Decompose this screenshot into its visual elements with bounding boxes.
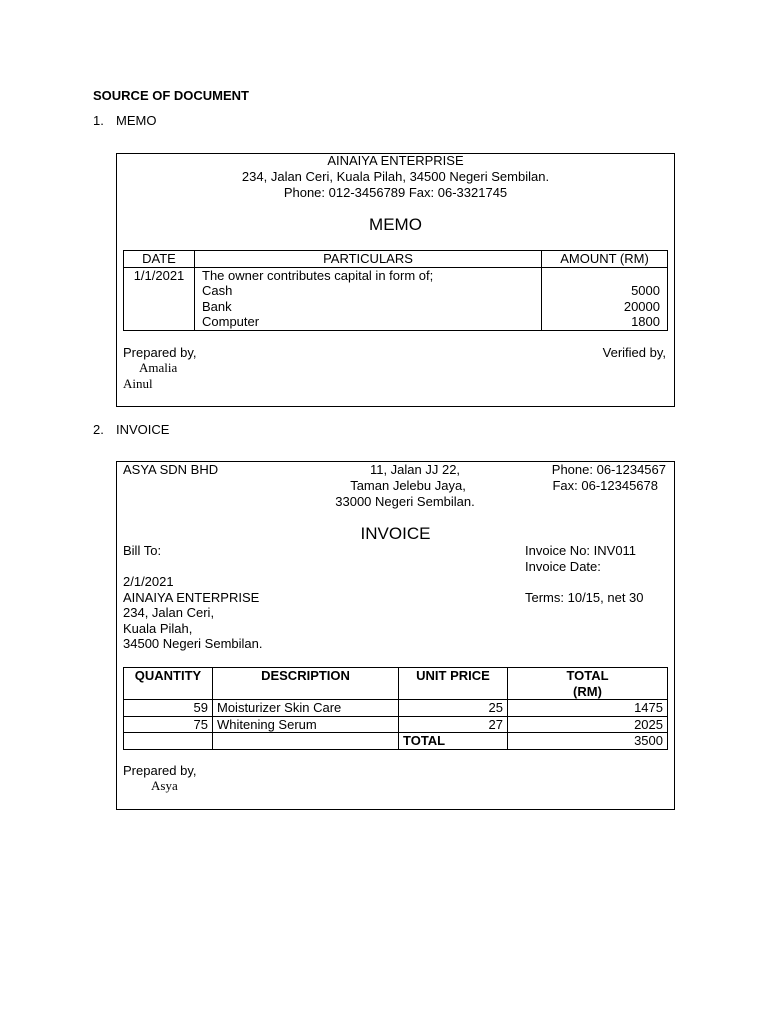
memo-address: 234, Jalan Ceri, Kuala Pilah, 34500 Negeri Sembilan. <box>241 169 550 184</box>
invoice-total-value: 3500 <box>508 733 668 750</box>
invoice-row-description: Moisturizer Skin Care <box>213 700 399 717</box>
memo-particular: Bank <box>195 299 542 315</box>
invoice-fax: Fax: 06-12345678 <box>552 478 658 493</box>
section-label-memo: MEMO <box>116 113 157 128</box>
invoice-prepared-by: Prepared by, <box>123 763 197 778</box>
memo-signature-amalia: Amalia <box>139 360 178 375</box>
memo-amount: 20000 <box>542 299 668 315</box>
invoice-phone: Phone: 06-1234567 <box>551 462 666 477</box>
invoice-address-1: 11, Jalan JJ 22, <box>369 462 461 477</box>
memo-date: 1/1/2021 <box>124 267 195 283</box>
invoice-date-label: Invoice Date: <box>525 559 601 574</box>
invoice-header-total-line-2: (RM) <box>573 683 602 699</box>
section-number-memo: 1. <box>93 113 104 128</box>
invoice-header-total <box>508 668 668 700</box>
invoice-header-description: DESCRIPTION <box>213 668 399 700</box>
invoice-table <box>123 667 668 750</box>
memo-particular: Cash <box>195 283 542 299</box>
invoice-row-total: 1475 <box>508 700 668 717</box>
invoice-address-3: 33000 Negeri Sembilan. <box>335 494 475 509</box>
invoice-row-description: Whitening Serum <box>213 716 399 733</box>
memo-table <box>123 250 668 331</box>
invoice-row-total: 2025 <box>508 716 668 733</box>
invoice-customer-addr-1: 234, Jalan Ceri, <box>123 605 215 620</box>
table-row <box>124 700 668 717</box>
invoice-address-2: Taman Jelebu Jaya, <box>350 478 466 493</box>
table-row-total <box>124 733 668 750</box>
page-heading: SOURCE OF DOCUMENT <box>93 88 249 103</box>
invoice-header-unit-price: UNIT PRICE <box>399 668 508 700</box>
invoice-row-quantity: 75 <box>124 716 213 733</box>
invoice-number: Invoice No: INV011 <box>525 543 637 558</box>
invoice-header-total-line-1: TOTAL <box>566 668 609 683</box>
invoice-row-unit-price: 25 <box>399 700 508 717</box>
table-row <box>124 716 668 733</box>
memo-company: AINAIYA ENTERPRISE <box>327 153 464 168</box>
invoice-customer-addr-3: 34500 Negeri Sembilan. <box>123 636 263 651</box>
memo-prepared-by: Prepared by, <box>123 345 197 360</box>
invoice-signature-asya: Asya <box>151 778 178 793</box>
invoice-terms: Terms: 10/15, net 30 <box>525 590 644 605</box>
memo-header-date: DATE <box>124 251 195 268</box>
invoice-bill-to: Bill To: <box>123 543 162 558</box>
memo-title: MEMO <box>369 215 422 234</box>
invoice-total-label: TOTAL <box>399 733 508 750</box>
memo-header-amount: AMOUNT (RM) <box>542 251 668 268</box>
invoice-company: ASYA SDN BHD <box>123 462 219 477</box>
invoice-customer-addr-2: Kuala Pilah, <box>123 621 193 636</box>
invoice-customer-name: AINAIYA ENTERPRISE <box>123 590 260 605</box>
section-number-invoice: 2. <box>93 422 104 437</box>
section-label-invoice: INVOICE <box>116 422 170 437</box>
memo-particular: Computer <box>195 314 542 330</box>
memo-phone-fax: Phone: 012-3456789 Fax: 06-3321745 <box>283 185 508 200</box>
invoice-date: 2/1/2021 <box>123 574 174 589</box>
memo-particular: The owner contributes capital in form of; <box>195 267 542 283</box>
memo-verified-by: Verified by, <box>602 345 666 360</box>
memo-header-particulars: PARTICULARS <box>195 251 542 268</box>
invoice-header-quantity: QUANTITY <box>124 668 213 700</box>
invoice-title: INVOICE <box>360 524 431 543</box>
memo-amount: 5000 <box>542 283 668 299</box>
memo-amount <box>542 267 668 283</box>
memo-signature-ainul: Ainul <box>123 376 153 391</box>
invoice-row-quantity: 59 <box>124 700 213 717</box>
memo-amount: 1800 <box>542 314 668 330</box>
invoice-row-unit-price: 27 <box>399 716 508 733</box>
